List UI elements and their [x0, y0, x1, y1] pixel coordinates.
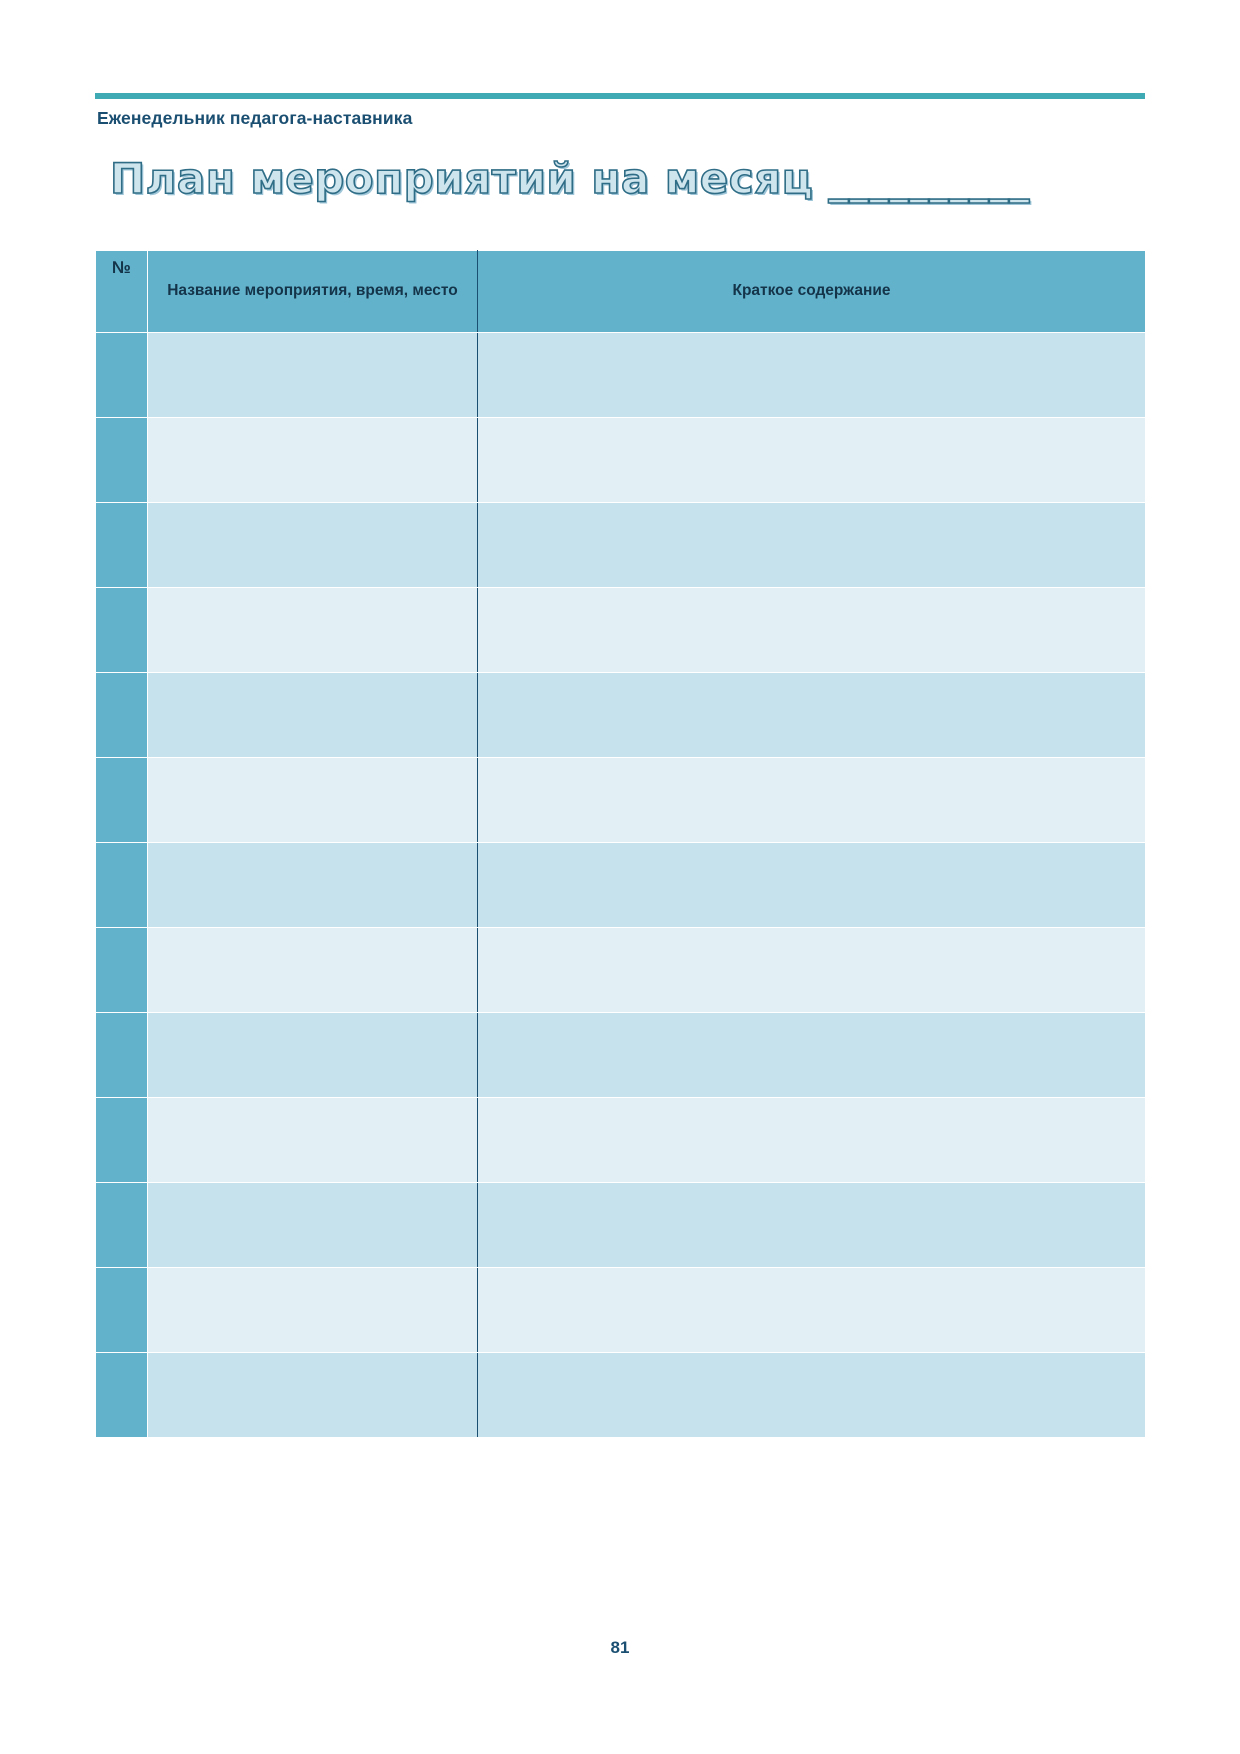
- event-summary-cell[interactable]: [478, 503, 1146, 588]
- event-name-cell[interactable]: [148, 1098, 478, 1183]
- running-header: Еженедельник педагога-наставника: [97, 108, 413, 128]
- page-title: [110, 150, 1140, 212]
- page-title-text: [110, 154, 1028, 203]
- page-title-label: План мероприятий на месяц: [110, 154, 814, 203]
- event-name-cell[interactable]: [148, 503, 478, 588]
- column-header-summary: Краткое содержание: [478, 251, 1146, 333]
- row-number-cell[interactable]: [96, 1183, 148, 1268]
- table-row[interactable]: [96, 333, 1146, 418]
- row-number-cell[interactable]: [96, 588, 148, 673]
- event-summary-cell[interactable]: [478, 843, 1146, 928]
- row-number-cell[interactable]: [96, 418, 148, 503]
- row-number-cell[interactable]: [96, 1268, 148, 1353]
- event-summary-cell[interactable]: [478, 1353, 1146, 1438]
- row-number-cell[interactable]: [96, 1098, 148, 1183]
- table-row[interactable]: [96, 1098, 1146, 1183]
- row-number-cell[interactable]: [96, 928, 148, 1013]
- column-header-number: №: [96, 251, 148, 333]
- event-name-cell[interactable]: [148, 1268, 478, 1353]
- event-name-cell[interactable]: [148, 843, 478, 928]
- page-number: 81: [610, 1638, 630, 1657]
- table-row[interactable]: [96, 588, 1146, 673]
- month-blank-line: __________: [828, 154, 1029, 203]
- header-rule: [95, 93, 1145, 99]
- event-summary-cell[interactable]: [478, 928, 1146, 1013]
- event-summary-cell[interactable]: [478, 588, 1146, 673]
- table-body: [96, 333, 1146, 1438]
- table-row[interactable]: [96, 503, 1146, 588]
- event-name-cell[interactable]: [148, 418, 478, 503]
- row-number-cell[interactable]: [96, 758, 148, 843]
- table-header-row: [96, 251, 1146, 333]
- row-number-cell[interactable]: [96, 673, 148, 758]
- event-name-cell[interactable]: [148, 928, 478, 1013]
- table-row[interactable]: [96, 928, 1146, 1013]
- event-name-cell[interactable]: [148, 1013, 478, 1098]
- event-summary-cell[interactable]: [478, 418, 1146, 503]
- event-name-cell[interactable]: [148, 758, 478, 843]
- event-name-cell[interactable]: [148, 588, 478, 673]
- row-number-cell[interactable]: [96, 333, 148, 418]
- row-number-cell[interactable]: [96, 503, 148, 588]
- table-row[interactable]: [96, 1353, 1146, 1438]
- event-name-cell[interactable]: [148, 1353, 478, 1438]
- event-summary-cell[interactable]: [478, 333, 1146, 418]
- event-name-cell[interactable]: [148, 333, 478, 418]
- event-summary-cell[interactable]: [478, 673, 1146, 758]
- event-summary-cell[interactable]: [478, 1183, 1146, 1268]
- table-row[interactable]: [96, 1013, 1146, 1098]
- table-row[interactable]: [96, 1268, 1146, 1353]
- event-name-cell[interactable]: [148, 673, 478, 758]
- table-row[interactable]: [96, 673, 1146, 758]
- table-row[interactable]: [96, 758, 1146, 843]
- table-row[interactable]: [96, 843, 1146, 928]
- event-name-cell[interactable]: [148, 1183, 478, 1268]
- events-plan-table: [95, 250, 1146, 1438]
- event-summary-cell[interactable]: [478, 1268, 1146, 1353]
- table-row[interactable]: [96, 1183, 1146, 1268]
- row-number-cell[interactable]: [96, 1353, 148, 1438]
- column-header-event-name: Название мероприятия, время, место: [148, 251, 478, 333]
- row-number-cell[interactable]: [96, 1013, 148, 1098]
- event-summary-cell[interactable]: [478, 1098, 1146, 1183]
- event-summary-cell[interactable]: [478, 1013, 1146, 1098]
- event-summary-cell[interactable]: [478, 758, 1146, 843]
- table-row[interactable]: [96, 418, 1146, 503]
- row-number-cell[interactable]: [96, 843, 148, 928]
